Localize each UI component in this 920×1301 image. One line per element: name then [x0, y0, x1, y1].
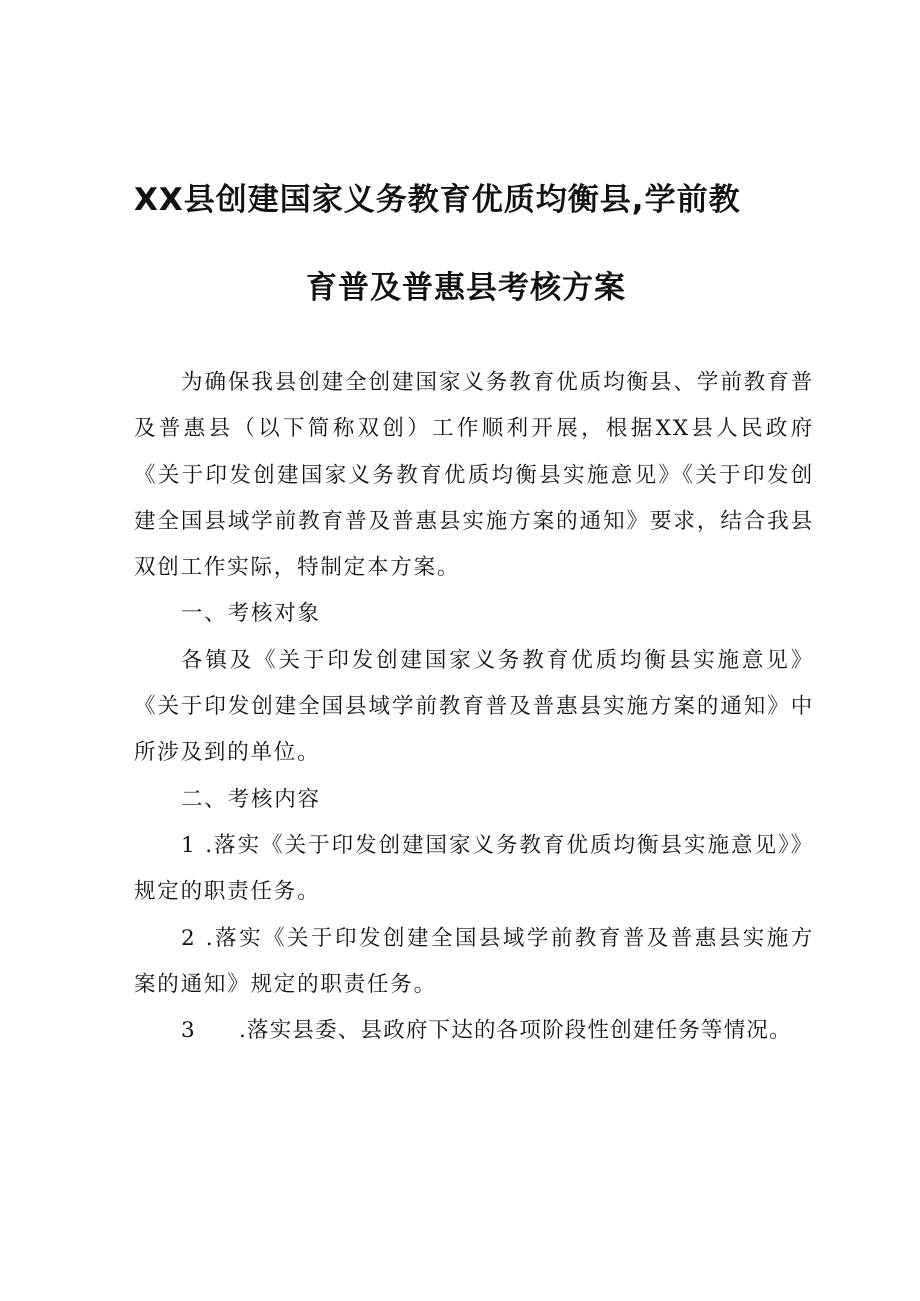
section1-heading: 一、考核对象: [181, 601, 321, 627]
list-item-1: 1 .落实《关于印发创建国家义务教育优质均衡县实施意见》》规定的职责任务。: [134, 832, 814, 905]
list-item-3-text: .落实县委、县政府下达的各项阶段性创建任务等情况。: [239, 1018, 792, 1044]
list-item-3: [134, 1008, 814, 1054]
section1-paragraph: 各镇及《关于印发创建国家义务教育优质均衡县实施意见》《关于印发创建全国县域学前教育普及普惠县实施方案的通知》中所涉及到的单位。: [134, 647, 814, 766]
document-title-line1: XX县创建国家义务教育优质均衡县,学前教: [134, 182, 741, 218]
list-item-2: 2 .落实《关于印发创建全国县域学前教育普及普惠县实施方案的通知》规定的职责任务。: [134, 925, 814, 997]
section2-heading: 二、考核内容: [181, 786, 321, 812]
list-item-3-number: 3: [181, 1018, 196, 1044]
document-title-line2: 育普及普惠县考核方案: [306, 270, 626, 306]
intro-paragraph: 为确保我县创建全创建国家义务教育优质均衡县、学前教育普及普惠县（以下简称双创）工作顺利开展，根据XX县人民政府《关于印发创建国家义务教育优质均衡县实施意见》《关于印发创建全国县域学前教育普及普惠县实施方案的通知》要求，结合我县双创工作实际，特制定本方案。: [134, 370, 814, 581]
document-body: [134, 360, 814, 1054]
